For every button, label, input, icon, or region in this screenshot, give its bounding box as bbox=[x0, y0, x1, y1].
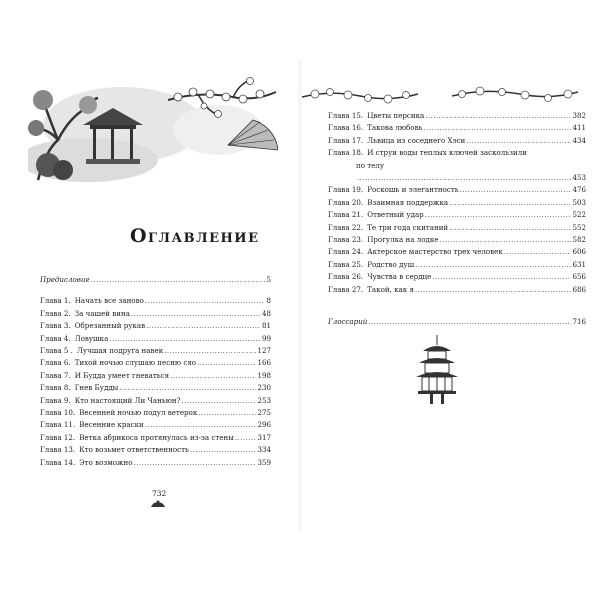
chapter-title: Те три года скитаний bbox=[367, 222, 449, 232]
chapter-label: Глава 20. bbox=[328, 197, 364, 207]
chapter-label: Глава 18. bbox=[328, 148, 364, 158]
chapter-page: 453 bbox=[572, 173, 586, 183]
chapter-label: Глава 12. bbox=[40, 432, 76, 442]
chapter-label: Глава 17. bbox=[328, 135, 364, 145]
toc-entry-page-line bbox=[328, 172, 586, 184]
chapter-label: Глава 6. bbox=[40, 358, 71, 368]
chapter-title: Чувства в сердце bbox=[367, 272, 432, 282]
toc-entry bbox=[40, 357, 271, 369]
chapter-label: Глава 14. bbox=[40, 457, 76, 467]
pavilion-blossom-illustration bbox=[28, 70, 278, 190]
right-page bbox=[300, 0, 600, 600]
toc-entry bbox=[328, 147, 586, 159]
chapter-label: Глава 7. bbox=[40, 370, 71, 380]
chapter-page: 552 bbox=[572, 222, 586, 232]
chapter-title: Взаимная поддержка bbox=[367, 197, 449, 207]
chapter-title: Прогулка на лодке bbox=[367, 235, 439, 245]
chapter-page: 359 bbox=[257, 457, 271, 467]
toc-entry bbox=[40, 407, 271, 419]
chapter-title: Ответный удар bbox=[367, 210, 424, 220]
toc-entry bbox=[40, 457, 271, 469]
toc-entry bbox=[328, 184, 586, 196]
chapter-page: 656 bbox=[572, 272, 586, 282]
toc-entry bbox=[328, 246, 586, 258]
chapter-page: 81 bbox=[261, 321, 271, 331]
chapter-label: Глава 5 . bbox=[40, 346, 73, 356]
chapter-page: 686 bbox=[572, 284, 586, 294]
toc-entry bbox=[328, 284, 586, 296]
chapter-title: Родство душ bbox=[367, 259, 415, 269]
toc-entry bbox=[40, 444, 271, 456]
chapter-title: Ветка абрикоса протянулась из-за стены bbox=[79, 432, 234, 442]
chapter-title: Ловушка bbox=[74, 333, 109, 343]
chapter-label: Глава 3. bbox=[40, 321, 71, 331]
toc-entry bbox=[40, 345, 271, 357]
toc-entry bbox=[328, 209, 586, 221]
toc-entry bbox=[40, 382, 271, 394]
chapter-page: 606 bbox=[572, 247, 586, 257]
chapter-title: Весенние краски bbox=[79, 420, 144, 430]
toc-entry bbox=[328, 259, 586, 271]
chapter-label: Глава 10. bbox=[40, 408, 76, 418]
toc-entry bbox=[40, 308, 271, 320]
chapter-label: Глава 2. bbox=[40, 308, 71, 318]
chapter-page: 334 bbox=[257, 445, 271, 455]
chapter-label: Глава 9. bbox=[40, 395, 71, 405]
chapter-page: 582 bbox=[572, 235, 586, 245]
chapter-title: Начать все заново bbox=[74, 296, 144, 306]
chapter-title: Весенней ночью подул ветерок bbox=[79, 408, 198, 418]
chapter-title: Роскошь и элегантность bbox=[367, 185, 459, 195]
toc-entry bbox=[328, 122, 586, 134]
chapter-label: Глава 24. bbox=[328, 247, 364, 257]
toc-entry bbox=[328, 110, 586, 122]
chapter-page: 8 bbox=[266, 296, 271, 306]
chapter-title: Цветы персика bbox=[367, 111, 425, 120]
toc-entry bbox=[40, 419, 271, 431]
chapter-page: 411 bbox=[572, 123, 586, 133]
toc-entry bbox=[40, 370, 271, 382]
chapter-label: Глава 26. bbox=[328, 272, 364, 282]
toc-entry bbox=[328, 135, 586, 147]
chapter-title: Львица из соседнего Хэси bbox=[367, 135, 466, 145]
chapter-page: 230 bbox=[257, 383, 271, 393]
chapter-label: Глава 25. bbox=[328, 259, 364, 269]
chapter-page: 275 bbox=[257, 408, 271, 418]
chapter-title: За чашей вина bbox=[74, 308, 130, 318]
chapter-page: 382 bbox=[572, 111, 586, 120]
toc-left bbox=[40, 274, 271, 469]
toc-right bbox=[328, 110, 586, 329]
chapter-label: Глава 1. bbox=[40, 296, 71, 306]
chapter-page: 127 bbox=[257, 346, 271, 356]
chapter-page: 522 bbox=[572, 210, 586, 220]
toc-entry bbox=[40, 432, 271, 444]
chapter-title: Тихой ночью слушаю песню сяо bbox=[74, 358, 197, 368]
chapter-page: 48 bbox=[261, 308, 271, 318]
toc-entry bbox=[328, 271, 586, 283]
chapter-title: И Будда умеет гневаться bbox=[74, 370, 170, 380]
page-number: 732 bbox=[152, 489, 167, 498]
chapter-label: Глава 16. bbox=[328, 123, 364, 133]
chapter-title: Кто настоящий Ли Чаньюн? bbox=[74, 395, 181, 405]
chapter-title-continuation: по телу bbox=[356, 160, 385, 170]
chapter-page: 631 bbox=[572, 259, 586, 269]
chapter-label: Глава 8. bbox=[40, 383, 71, 393]
chapter-label: Глава 13. bbox=[40, 445, 76, 455]
pagoda-illustration bbox=[415, 335, 459, 405]
chapter-title: Обрезанный рукав bbox=[74, 321, 146, 331]
chapter-page: 476 bbox=[572, 185, 586, 195]
chapter-label: Глава 11. bbox=[40, 420, 76, 430]
page-ornament bbox=[150, 499, 166, 508]
chapter-title: И струи воды теплых ключей заскользили bbox=[367, 148, 527, 158]
page-title: Оглавление bbox=[130, 225, 260, 247]
chapter-page: 253 bbox=[257, 395, 271, 405]
chapter-page: 296 bbox=[257, 420, 271, 430]
toc-entry bbox=[40, 395, 271, 407]
chapter-page: 198 bbox=[257, 370, 271, 380]
chapter-label: Глава 15. bbox=[328, 111, 364, 120]
chapter-label: Глава 22. bbox=[328, 222, 364, 232]
chapter-page: 317 bbox=[257, 432, 271, 442]
toc-entry bbox=[40, 295, 271, 307]
chapter-label: Глава 4. bbox=[40, 333, 71, 343]
chapter-title: Такой, как я bbox=[367, 284, 414, 294]
blossom-branch-left bbox=[300, 82, 420, 112]
chapter-title: Это возможно bbox=[79, 457, 133, 467]
chapter-label: Глава 19. bbox=[328, 185, 364, 195]
chapter-label: Глава 23. bbox=[328, 235, 364, 245]
chapter-page: 434 bbox=[572, 135, 586, 145]
toc-preface: Предисловие ..... 5 bbox=[40, 274, 271, 286]
toc-entry bbox=[40, 333, 271, 345]
chapter-page: 166 bbox=[257, 358, 271, 368]
toc-entry bbox=[328, 222, 586, 234]
chapter-label: Глава 21. bbox=[328, 210, 364, 220]
chapter-page: 503 bbox=[572, 197, 586, 207]
chapter-title: Кто возьмет ответственность bbox=[79, 445, 189, 455]
chapter-page: 99 bbox=[261, 333, 271, 343]
toc-glossary: Глоссарий ..... 716 bbox=[328, 316, 586, 328]
toc-entry bbox=[40, 320, 271, 332]
chapter-title: Такова любовь bbox=[367, 123, 423, 133]
toc-entry bbox=[328, 234, 586, 246]
chapter-label: Глава 27. bbox=[328, 284, 364, 294]
chapter-title: Актерское мастерство трех человек bbox=[367, 247, 503, 257]
blossom-branch-right bbox=[450, 82, 580, 112]
toc-entry-continuation bbox=[328, 160, 586, 172]
chapter-title: Гнев Будды bbox=[74, 383, 119, 393]
toc-entry bbox=[328, 197, 586, 209]
chapter-title: Лучшая подруга навек bbox=[76, 346, 164, 356]
